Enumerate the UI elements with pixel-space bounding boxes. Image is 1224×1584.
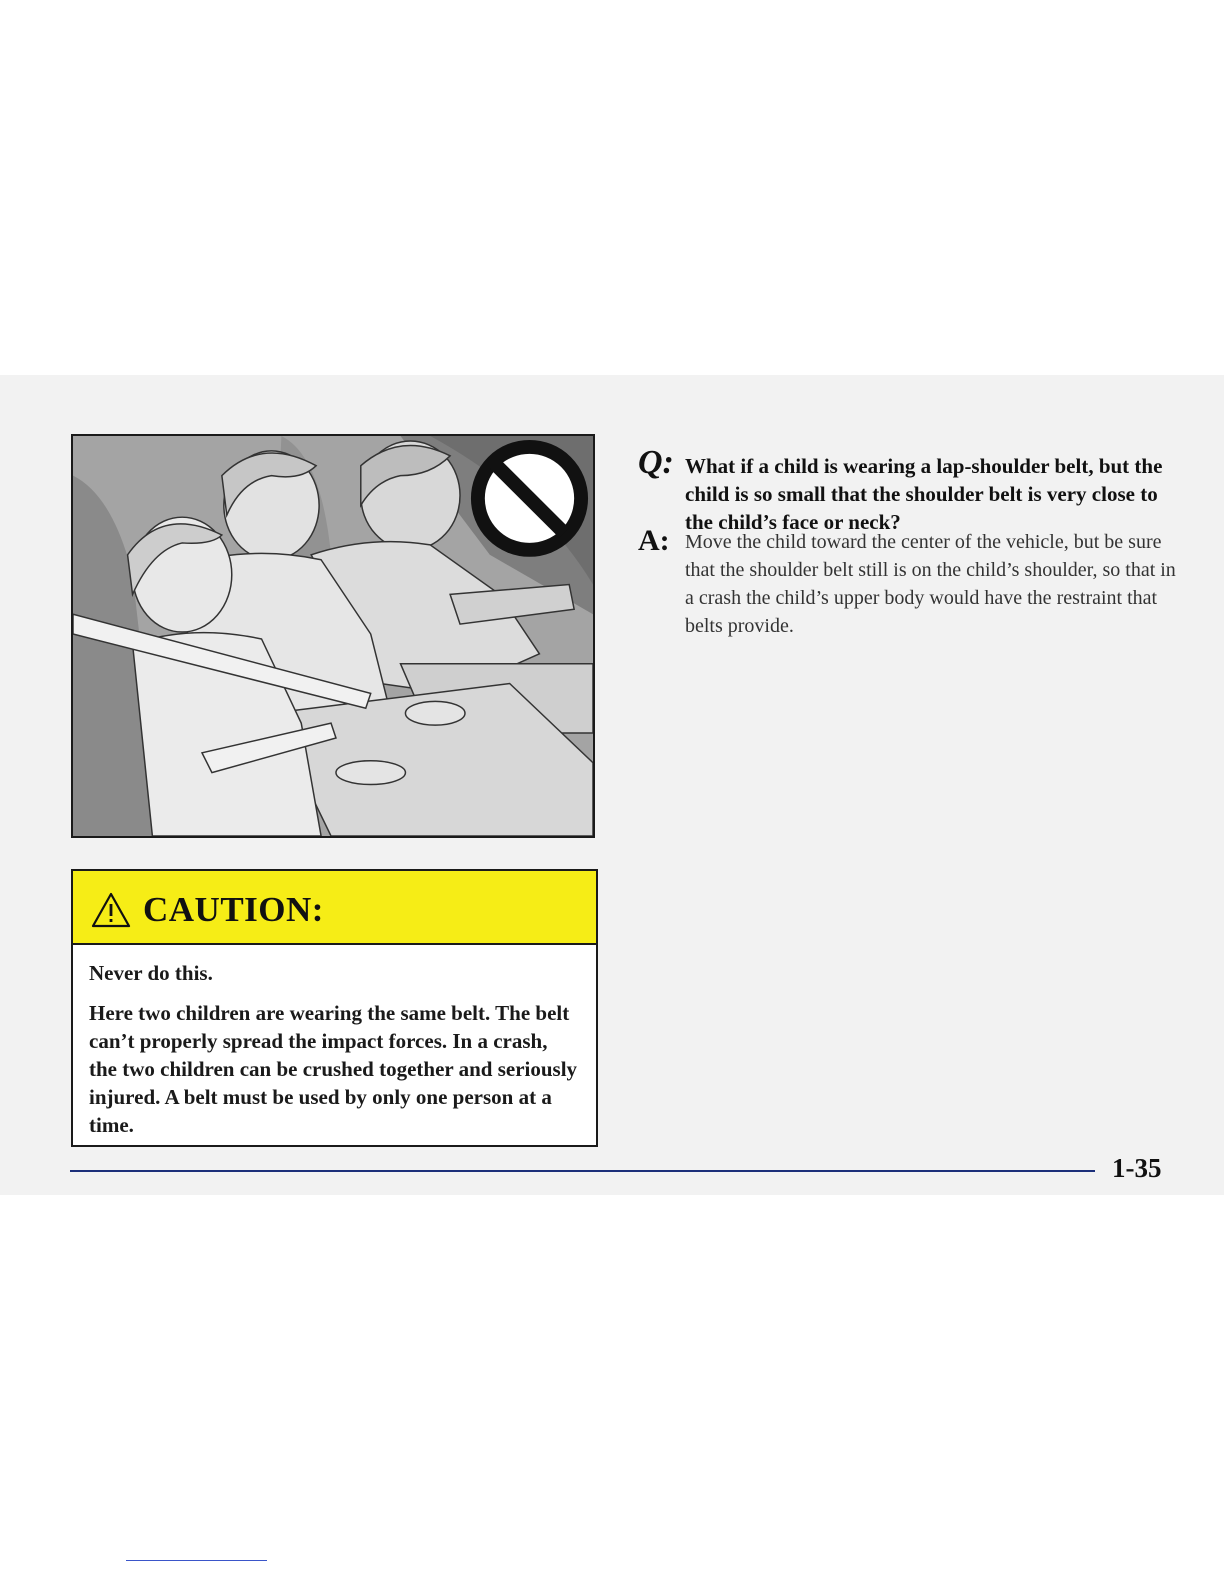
caution-title: CAUTION: (143, 890, 324, 929)
bottom-mark (126, 1560, 267, 1561)
warning-triangle-icon (91, 892, 131, 928)
footer-rule (70, 1170, 1095, 1172)
answer-text: Move the child toward the center of the vehicle, but be sure that the shoulder belt still is on the child’s shoulder, so that in a crash the child’s upper body would have the restraint that belts provide. (685, 531, 1176, 637)
caution-body (73, 945, 596, 1139)
caution-box (71, 869, 598, 1147)
answer-marker: A: (638, 524, 670, 557)
question-text: What if a child is wearing a lap-shoulder belt, but the child is so small that the shoulder belt is very close to the child’s face or neck? (685, 454, 1163, 534)
illustration-drawing (73, 436, 593, 836)
question-marker: Q: (638, 444, 674, 481)
illustration-children-sharing-belt (71, 434, 595, 838)
answer-block (638, 524, 1178, 640)
caution-lead: Never do this. (89, 961, 213, 985)
question-block (638, 444, 1178, 536)
page-number: 1-35 (1112, 1153, 1162, 1183)
caution-text: Here two children are wearing the same belt. The belt can’t properly spread the impact forces. In a crash, the two children can be crushed together and seriously injured. A belt must be used by only one person at a time. (89, 1001, 578, 1137)
prohibition-icon (478, 447, 581, 550)
caution-header (73, 871, 596, 945)
